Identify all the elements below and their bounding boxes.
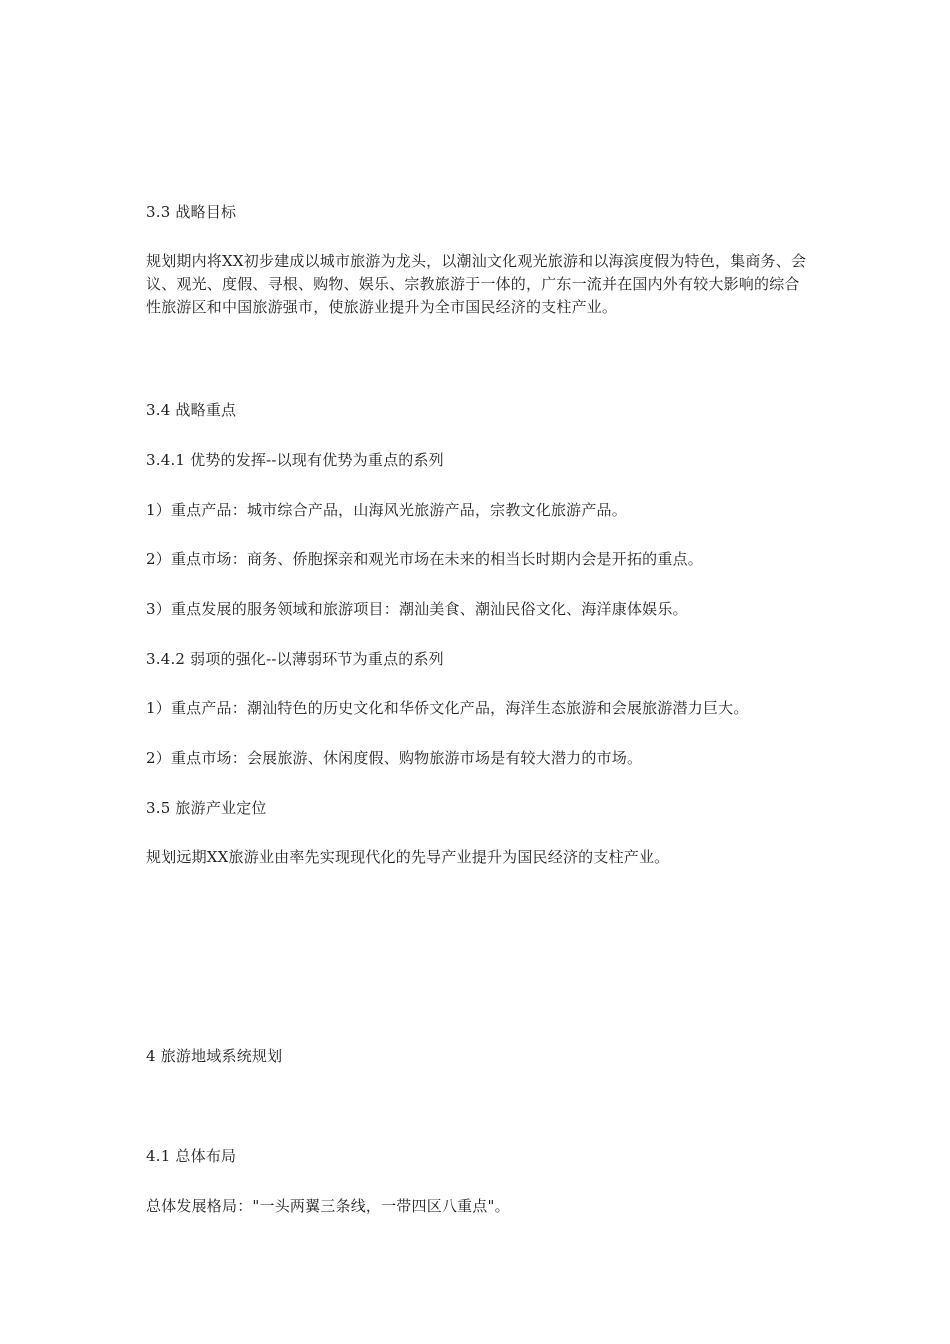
list-item: 3）重点发展的服务领域和旅游项目：潮汕美食、潮汕民俗文化、海洋康体娱乐。 (146, 600, 688, 618)
section-4-1-heading: 4.1 总体布局 (146, 1147, 237, 1165)
list-item: 2）重点市场：商务、侨胞探亲和观光市场在未来的相当长时期内会是开拓的重点。 (146, 550, 703, 568)
section-3-5-body: 规划远期XX旅游业由率先实现现代化的先导产业提升为国民经济的支柱产业。 (146, 848, 670, 866)
section-3-3-heading: 3.3 战略目标 (146, 203, 237, 221)
list-item: 2）重点市场：会展旅游、休闲度假、购物旅游市场是有较大潜力的市场。 (146, 749, 643, 767)
section-3-5-heading: 3.5 旅游产业定位 (146, 799, 267, 817)
section-4-heading: 4 旅游地域系统规划 (146, 1047, 283, 1065)
list-item: 1）重点产品：潮汕特色的历史文化和华侨文化产品，海洋生态旅游和会展旅游潜力巨大。 (146, 699, 749, 717)
section-4-1-body: 总体发展格局："一头两翼三条线，一带四区八重点"。 (146, 1197, 510, 1215)
section-3-4-heading: 3.4 战略重点 (146, 401, 237, 419)
section-3-3-body: 规划期内将XX初步建成以城市旅游为龙头，以潮汕文化观光旅游和以海滨度假为特色，集商务、会议、观光、度假、寻根、购物、娱乐、宗教旅游于一体的，广东一流并在国内外有较大影响的综合性旅游区和中国旅游强市，使旅游业提升为全市国民经济的支柱产业。 (146, 252, 807, 316)
list-item: 1）重点产品：城市综合产品，山海风光旅游产品，宗教文化旅游产品。 (146, 501, 627, 519)
section-3-4-1-heading: 3.4.1 优势的发挥--以现有优势为重点的系列 (146, 451, 444, 469)
section-3-4-2-heading: 3.4.2 弱项的强化--以薄弱环节为重点的系列 (146, 650, 444, 668)
